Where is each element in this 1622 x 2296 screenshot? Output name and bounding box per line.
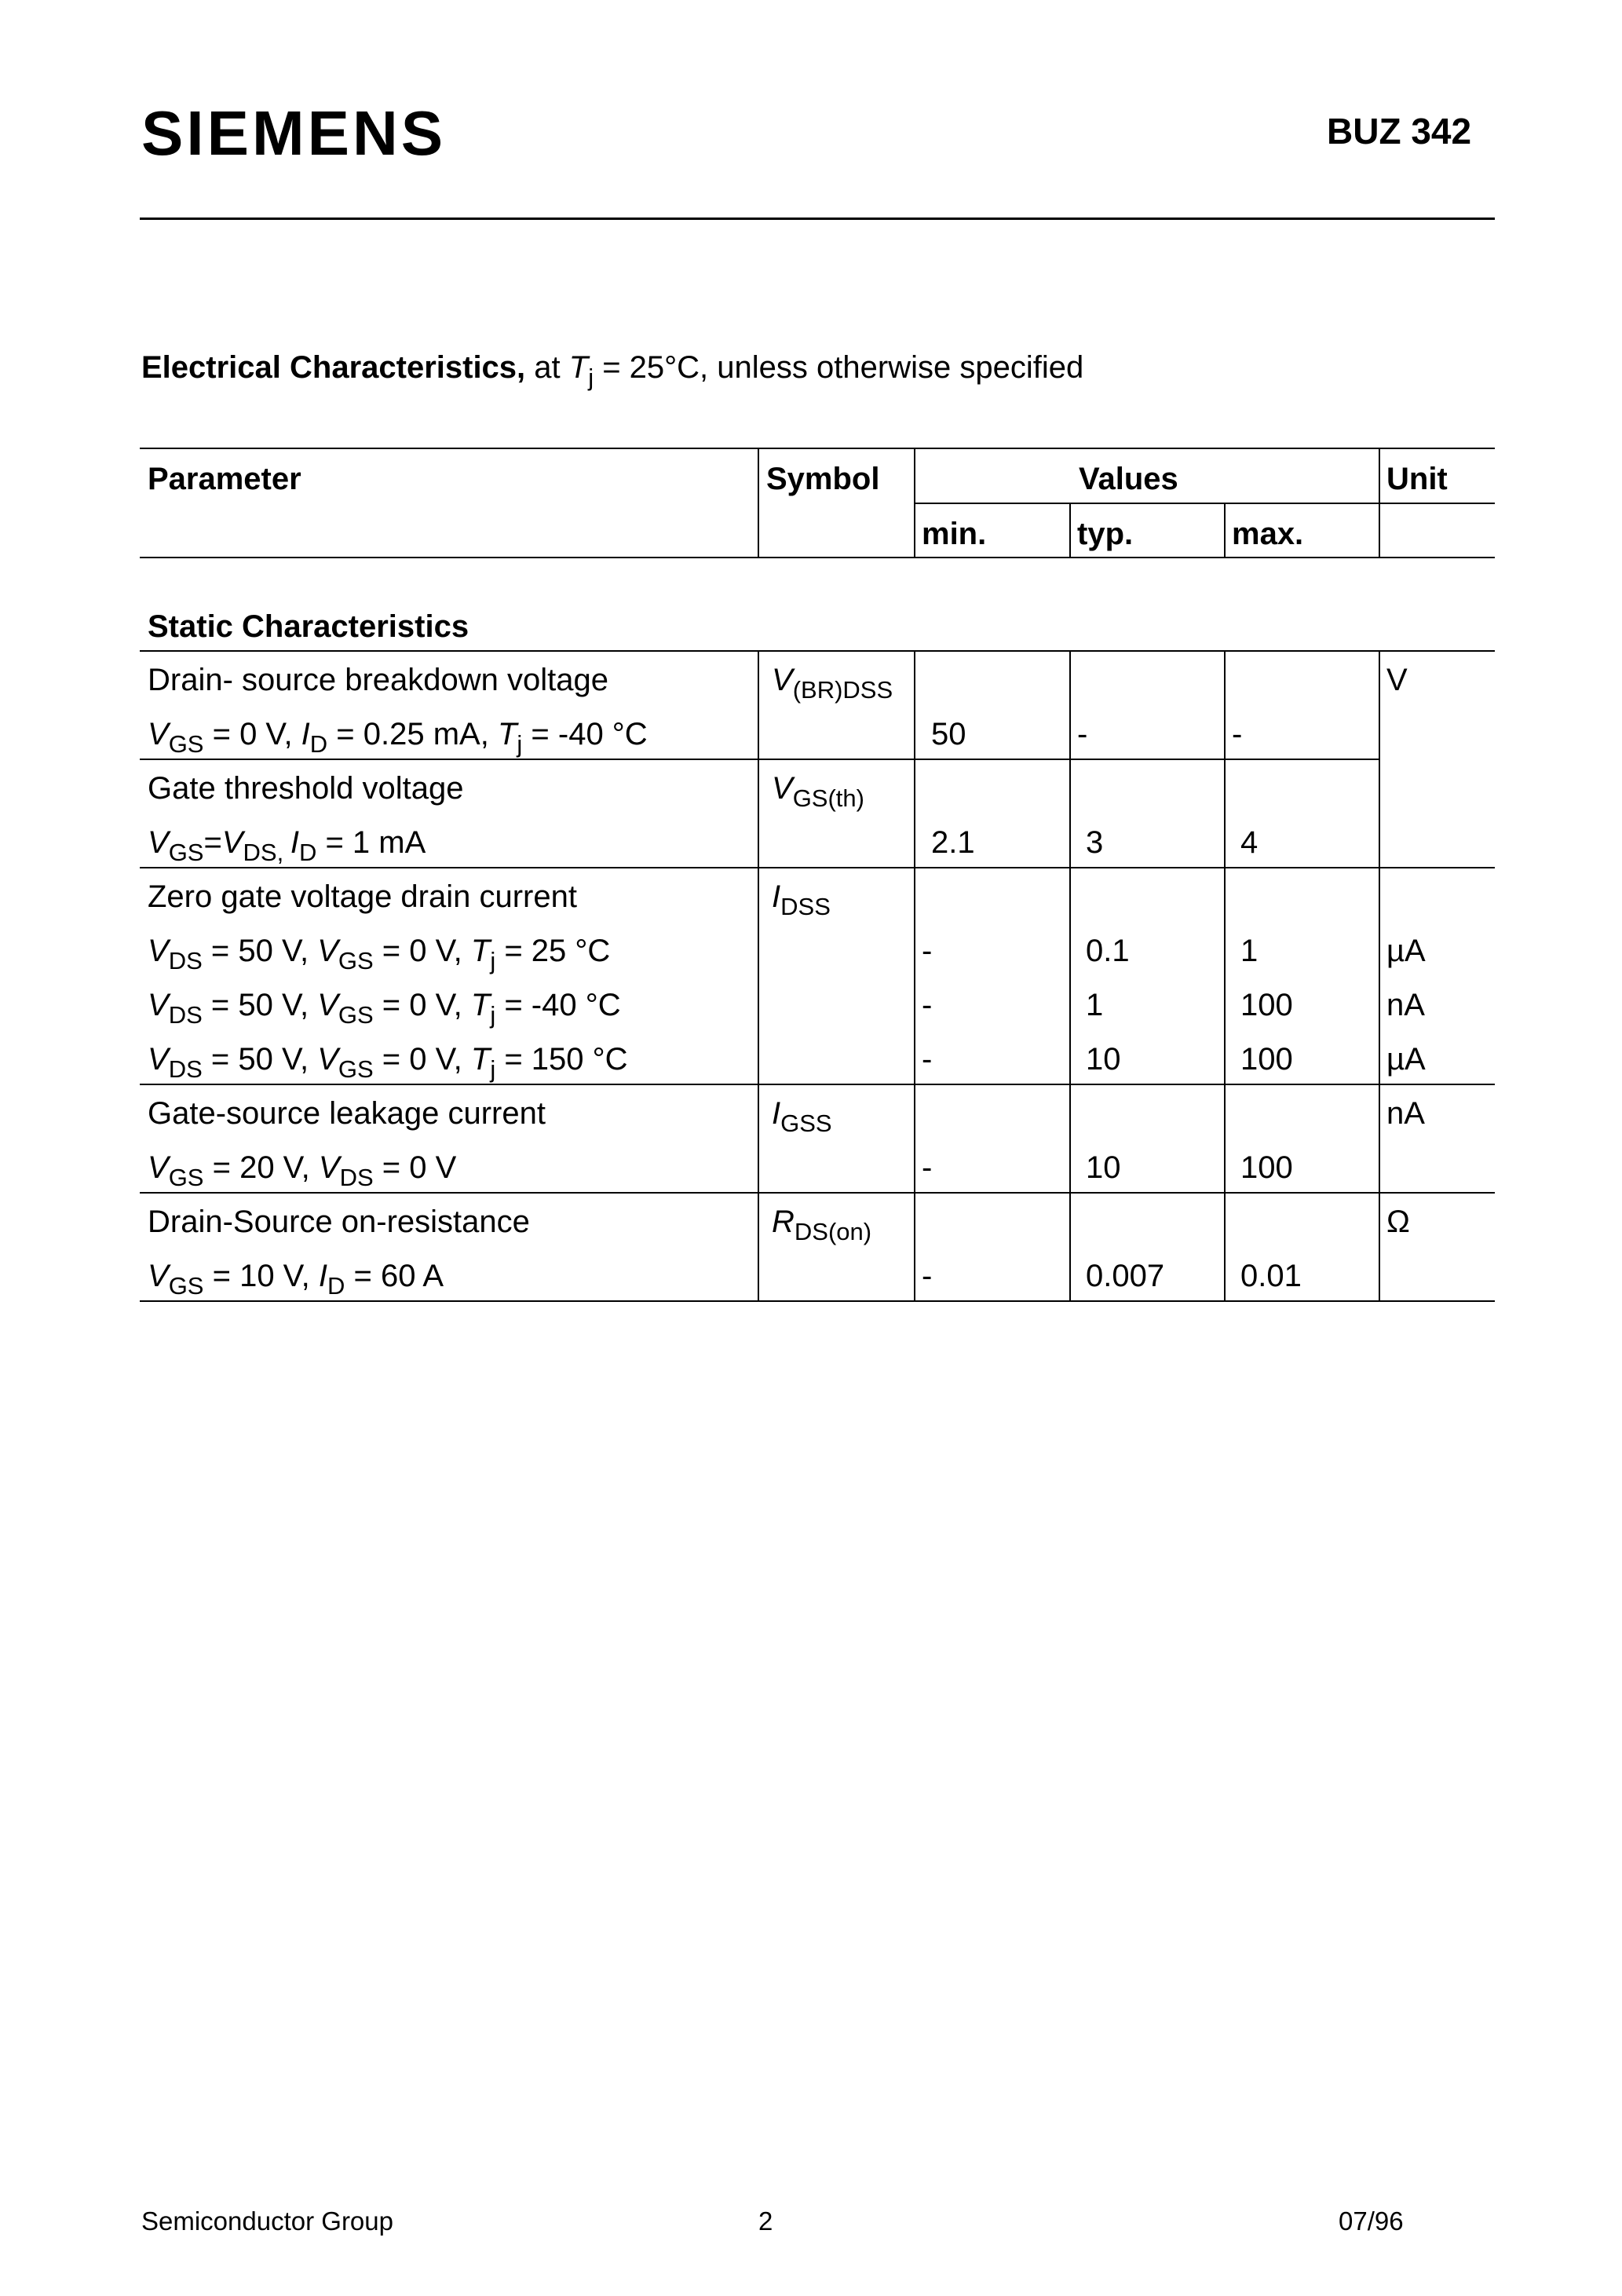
siemens-logo: SIEMENS	[141, 98, 447, 168]
min-value: -	[922, 934, 933, 968]
table-rule	[140, 557, 1495, 558]
test-condition: $V_{DS} = 50$ V, $V_{GS} = 0$ V, $T_j = 150$ °C	[148, 1042, 628, 1083]
param-name: Zero gate voltage drain current	[148, 879, 577, 914]
footer-group: Semiconductor Group	[141, 2206, 393, 2236]
table-rule	[140, 1300, 1495, 1302]
header-rule	[140, 218, 1495, 220]
typ-value: 10	[1086, 1150, 1121, 1185]
typ-value: 3	[1086, 825, 1104, 860]
param-name: Drain-Source on-resistance	[148, 1205, 530, 1239]
table-rule	[1379, 448, 1380, 557]
footer-page-number: 2	[758, 2206, 773, 2236]
max-value: 100	[1240, 988, 1293, 1022]
param-name: Drain- source breakdown voltage	[148, 663, 608, 697]
typ-value: 0.007	[1086, 1259, 1165, 1293]
table-rule	[140, 448, 1495, 449]
min-value: -	[922, 1150, 933, 1185]
footer-date: 07/96	[1339, 2206, 1404, 2236]
table-rule	[758, 448, 759, 557]
table-rule	[914, 650, 915, 1302]
table-rule	[1379, 650, 1380, 1302]
header-values: Values	[1079, 462, 1178, 496]
section-title: Static Characteristics	[148, 609, 469, 644]
typ-value: -	[1077, 717, 1088, 751]
header-unit: Unit	[1386, 462, 1448, 496]
table-rule	[1224, 650, 1226, 1302]
part-number: BUZ 342	[1327, 111, 1472, 152]
header-typ: typ.	[1077, 517, 1134, 551]
param-name: Gate threshold voltage	[148, 771, 464, 806]
min-value: -	[922, 1042, 933, 1077]
min-value: -	[922, 1259, 933, 1293]
table-rule	[914, 503, 1495, 504]
unit-value: µA	[1386, 1042, 1426, 1077]
typ-value: 10	[1086, 1042, 1121, 1077]
test-condition: $V_{GS}=V_{DS,}$ $I_D = 1$ mA	[148, 825, 426, 866]
test-condition: $V_{DS} = 50$ V, $V_{GS} = 0$ V, $T_j = -40$ °C	[148, 988, 621, 1029]
table-rule	[1224, 503, 1226, 557]
param-symbol: $I_{GSS}$	[772, 1096, 832, 1137]
table-rule	[140, 1084, 1495, 1085]
header-symbol: Symbol	[766, 462, 880, 496]
min-value: 2.1	[931, 825, 975, 860]
min-value: -	[922, 988, 933, 1022]
max-value: 100	[1240, 1042, 1293, 1077]
header-max: max.	[1232, 517, 1304, 551]
test-condition: $V_{DS} = 50$ V, $V_{GS} = 0$ V, $T_j = 25$ °C	[148, 934, 611, 974]
unit-value: nA	[1386, 988, 1425, 1022]
param-symbol: $R_{DS(on)}$	[772, 1205, 872, 1245]
param-symbol: $I_{DSS}$	[772, 879, 831, 920]
max-value: 0.01	[1240, 1259, 1302, 1293]
electrical-characteristics-table	[140, 448, 1495, 1303]
max-value: 4	[1240, 825, 1259, 860]
unit-value: V	[1386, 663, 1408, 697]
unit-value: µA	[1386, 934, 1426, 968]
unit-value: nA	[1386, 1096, 1425, 1131]
test-condition: $V_{GS} = 10$ V, $I_D = 60$ A	[148, 1259, 444, 1300]
typ-value: 0.1	[1086, 934, 1130, 968]
max-value: 100	[1240, 1150, 1293, 1185]
table-rule	[140, 759, 1379, 760]
param-symbol: $V_{(BR)DSS}$	[772, 663, 893, 704]
param-symbol: $V_{GS(th)}$	[772, 771, 864, 812]
table-rule	[758, 650, 759, 1302]
table-rule	[914, 448, 915, 557]
header-parameter: Parameter	[148, 462, 301, 496]
table-rule	[140, 867, 1495, 868]
header-min: min.	[922, 517, 987, 551]
table-rule	[140, 1192, 1495, 1194]
table-rule	[1069, 650, 1071, 1302]
typ-value: 1	[1086, 988, 1104, 1022]
test-condition: $V_{GS} = 20$ V, $V_{DS} = 0$ V	[148, 1150, 457, 1191]
max-value: -	[1232, 717, 1243, 751]
min-value: 50	[931, 717, 966, 751]
table-rule	[1069, 503, 1071, 557]
table-rule	[140, 650, 1495, 652]
param-name: Gate-source leakage current	[148, 1096, 546, 1131]
unit-value: Ω	[1386, 1205, 1410, 1239]
max-value: 1	[1240, 934, 1259, 968]
page-heading: Electrical Characteristics, at $T_j = 25^\circ C$, unless otherwise specified	[141, 350, 1084, 391]
test-condition: $V_{GS} = 0$ V, $I_D = 0.25$ mA, $T_j = -40$ °C	[148, 717, 648, 758]
